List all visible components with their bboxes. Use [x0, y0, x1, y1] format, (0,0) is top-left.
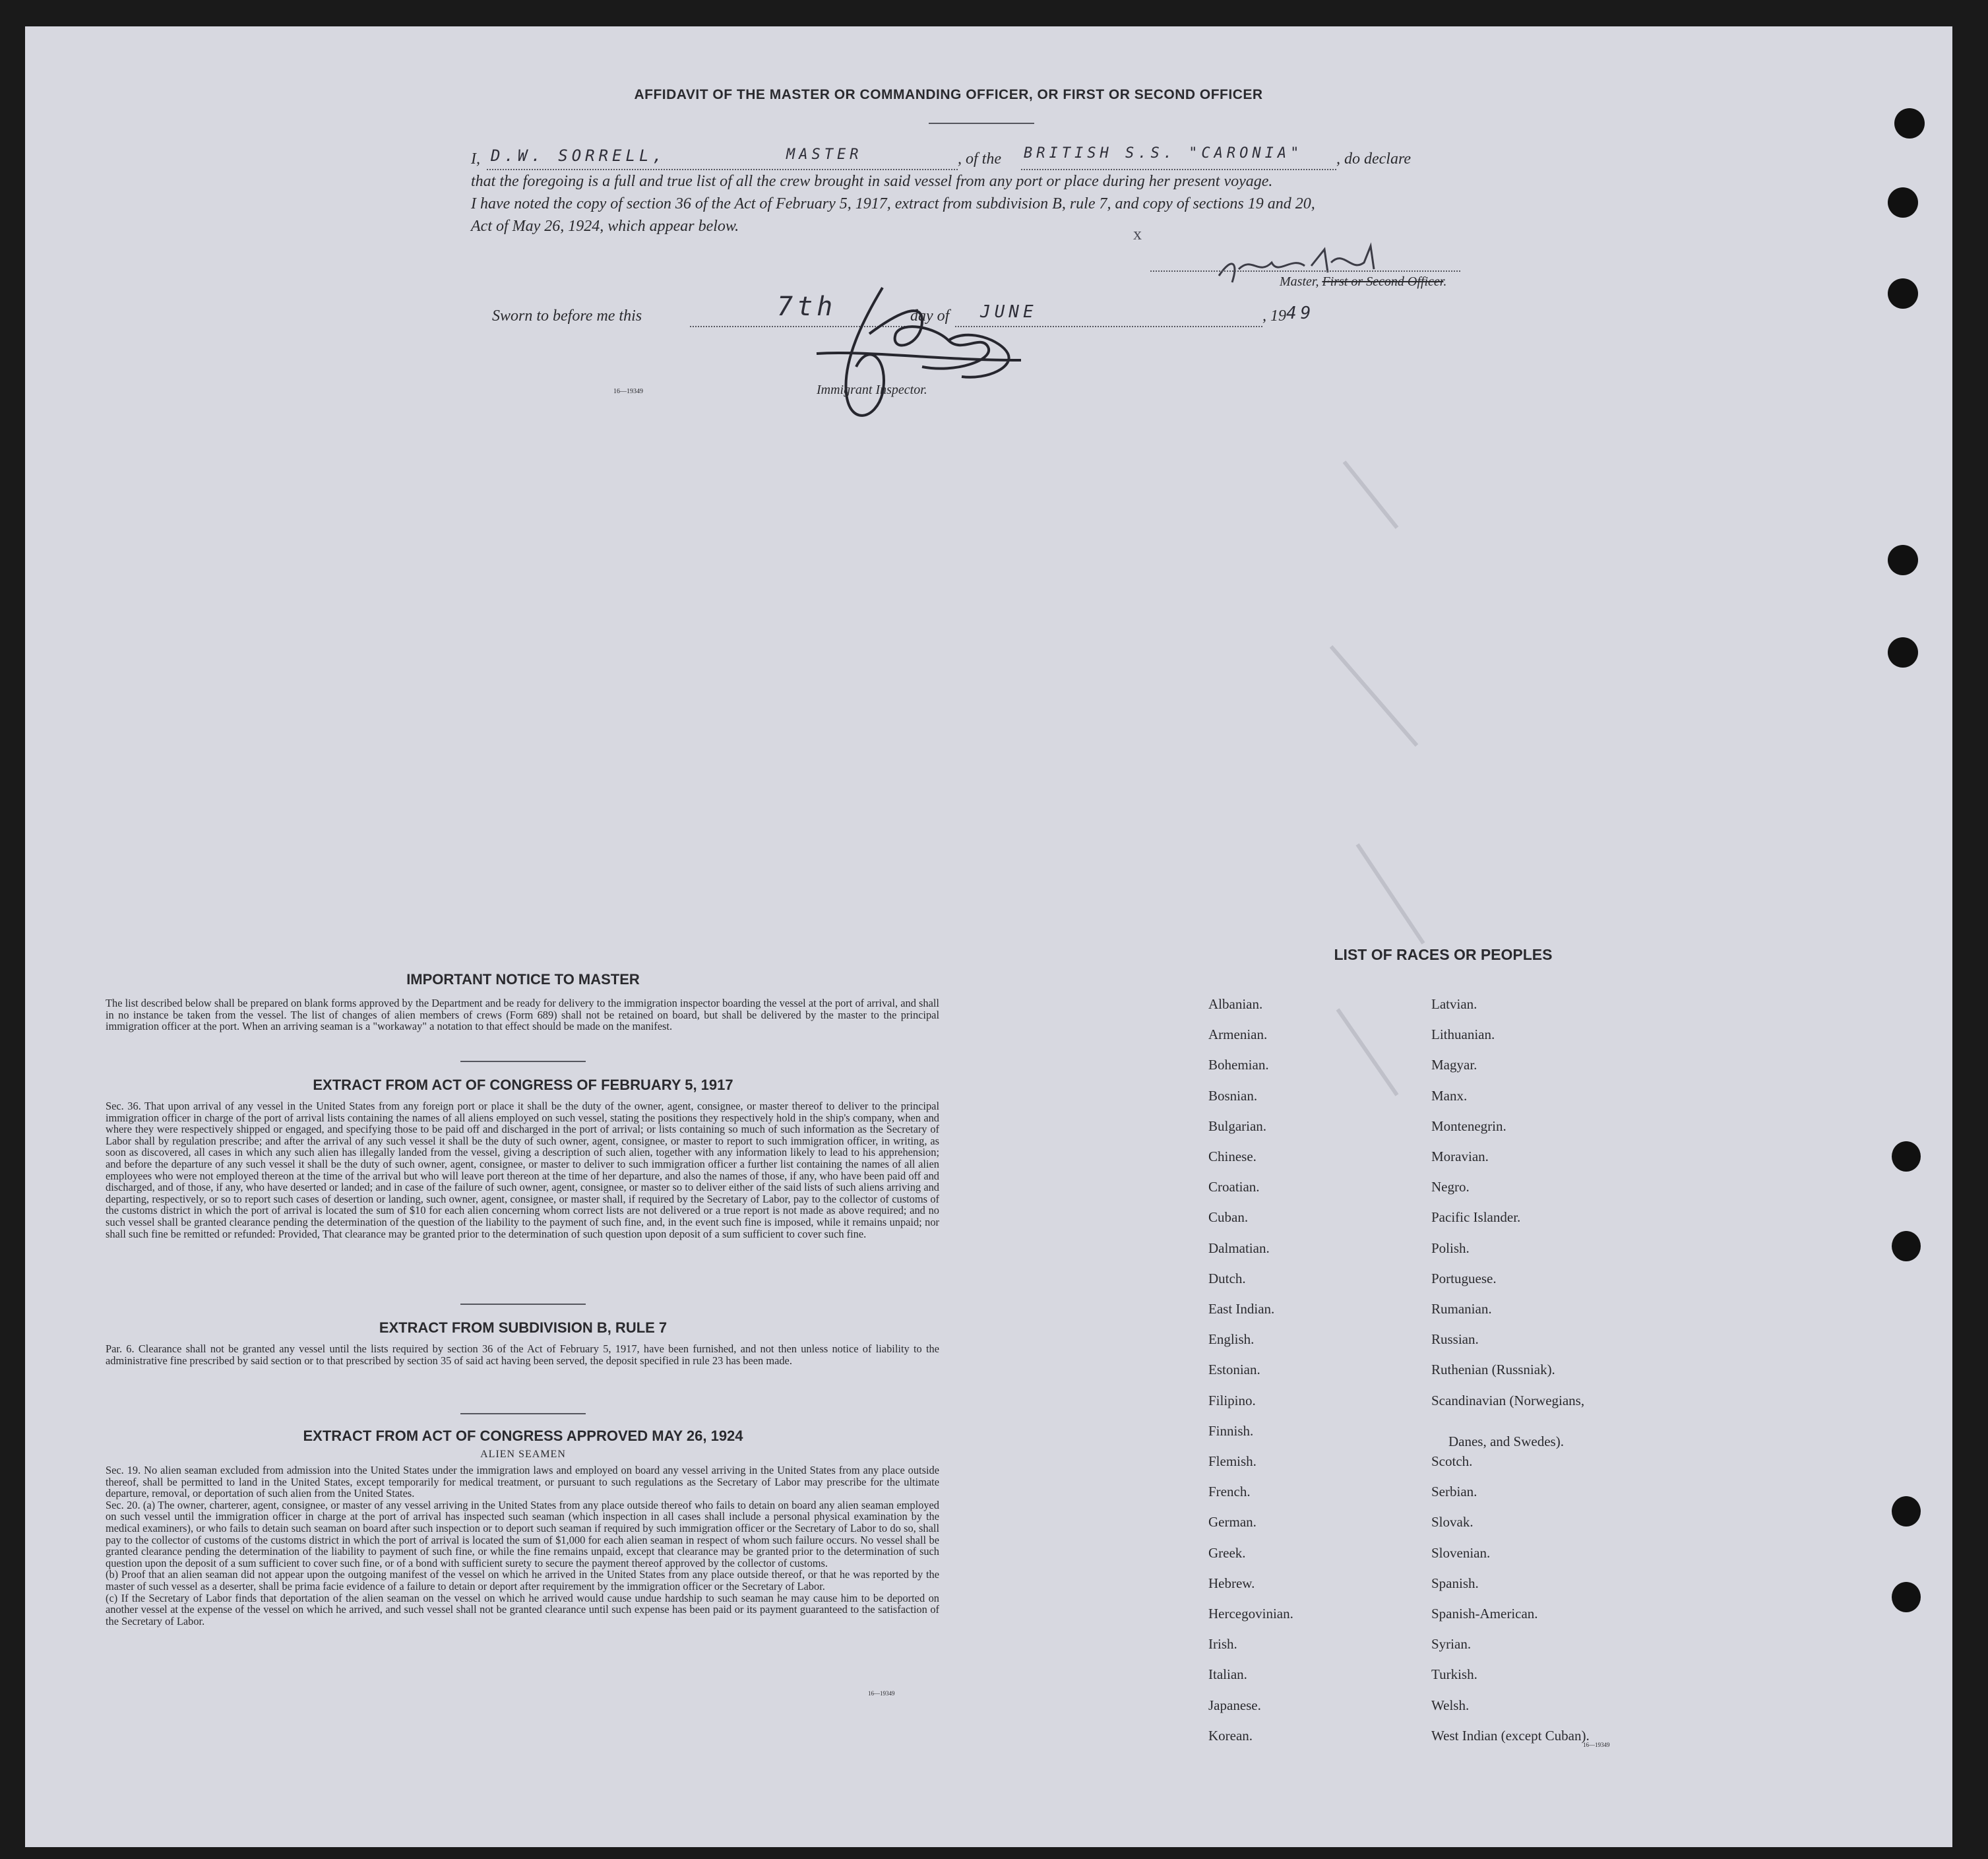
- sec20c-text: (c) If the Secretary of Labor finds that deportation of the alien seaman on the vessel on which he arrived would cause undue hardship to such seaman he may cause him to be deported on another vessel at the expense of the vessel on which he arrived, and such vessel shall not be granted clearance until such expense has been paid or its payment guaranteed to the satisfaction of the Secretary of Labor.: [106, 1591, 939, 1627]
- race-item: Estonian.: [1208, 1362, 1260, 1378]
- do-declare-text: , do declare: [1336, 150, 1412, 168]
- sec20b-text: (b) Proof that an alien seaman did not appear upon the outgoing manifest of the vessel on which he arrived in the United States from any place outside thereof, or that he was reported by the master of such vessel as a deserter, shall be prima facie evidence of a failure to detain or deport after requirement by the immigration officer or the Secretary of Labor.: [106, 1568, 939, 1592]
- form-number-bottom-left: 16—19349: [868, 1690, 895, 1697]
- race-item: Portuguese.: [1431, 1270, 1497, 1286]
- extract-1917-text: Sec. 36. That upon arrival of any vessel in the United States from any foreign port or place it shall be the duty of the owner, agent, consignee, or master thereof to deliver to the principal immigration officer in charge of the port of arrival lists containing the names of all aliens employed on such vessel, stating the positions they respectively hold in the ship's company, when and where they were respectively shipped or engaged, and specifying those to be paid off and discharged in the port of arrival; or lists containing so much of such information as the Secretary of Labor shall by regulation prescribe; and after the arrival of any such vessel it shall be the duty of such owner, agent, consignee, or master to report to such immigration officer, in writing, as soon as discovered, all cases in which any such alien has illegally landed from the vessel, giving a description of such alien, together with any information likely to lead to his apprehension; and before the departure of any such vessel it shall be the duty of such owner, agent, consignee, or master to deliver to such immigration officer a further list containing the names of all alien employees who were not employed thereon at the time of the arrival but who will leave port thereon at the time of her departure, and also the names of those, if any, who have been paid off and discharged, and of those, if any, who have deserted or landed; and in case of the failure of such owner, agent, consignee, or master so to deliver either of the said lists of such aliens arriving and departing, respectively, or so to report such cases of desertion or landing, such owner, agent, consignee, or master shall, if required by the Secretary of Labor, pay to the collector of customs of the customs district in which the port of arrival is located the sum of $10 for each alien concerning whom correct lists are not delivered or a true report is not made as above required; and no such vessel shall be granted clearance pending the determination of the question of the liability to the payment of such fine, and, in the event such fine is imposed, while it remains unpaid; nor shall such fine be remitted or refunded: Provided, That clearance may be granted prior to the determination of such question upon deposit of a sum sufficient to cover such fine.: [106, 1100, 939, 1240]
- race-item: German.: [1208, 1514, 1257, 1530]
- sworn-text: Sworn to before me this: [492, 307, 642, 325]
- race-item: Armenian.: [1208, 1026, 1268, 1043]
- binder-hole: [1892, 1496, 1921, 1527]
- races-title: LIST OF RACES OR PEOPLES: [1334, 946, 1553, 963]
- affidavit-line-4: Act of May 26, 1924, which appear below.: [471, 218, 739, 235]
- race-item-scandinavian-cont: Danes, and Swedes).: [1448, 1434, 1564, 1449]
- rule7-text: Par. 6. Clearance shall not be granted any vessel until the lists required by section 36 of the Act of February 5, 1917, have been furnished, and not then unless notice of liability to the administrative fine prescribed by said section or to that prescribed by section 35 of said act having been served, the deposit specified in rule 23 has been made.: [106, 1342, 939, 1367]
- race-item: Albanian.: [1208, 996, 1263, 1012]
- race-item: Lithuanian.: [1431, 1026, 1495, 1043]
- master-label-struck: First or Second Officer: [1322, 274, 1444, 289]
- affidavit-title: AFFIDAVIT OF THE MASTER OR COMMANDING OFFICER, OR FIRST OR SECOND OFFICER: [634, 87, 1263, 102]
- ship-handwritten: BRITISH S.S. "CARONIA": [1024, 145, 1303, 162]
- year-handwritten: 49: [1286, 303, 1315, 323]
- binder-hole: [1892, 1582, 1921, 1612]
- race-item: Filipino.: [1208, 1392, 1256, 1408]
- race-item: Scandinavian (Norwegians,: [1431, 1392, 1585, 1408]
- binder-hole: [1892, 1231, 1921, 1261]
- title-divider: [929, 123, 1034, 124]
- document-sheet: [25, 26, 1952, 1847]
- race-item: Italian.: [1208, 1666, 1247, 1683]
- affidavit-line-3: I have noted the copy of section 36 of the Act of February 5, 1917, extract from subdivision B, rule 7, and copy of sections 19 and 20,: [471, 195, 1315, 212]
- binder-hole: [1894, 108, 1925, 139]
- race-item: Manx.: [1431, 1087, 1468, 1104]
- extract-1924-title: EXTRACT FROM ACT OF CONGRESS APPROVED MAY 26, 1924: [303, 1428, 743, 1444]
- intro-i: I,: [471, 150, 480, 168]
- rule7-divider: [460, 1413, 586, 1414]
- master-label: [1280, 274, 1446, 290]
- inspector-label: Immigrant Inspector.: [817, 383, 927, 397]
- race-item: Korean.: [1208, 1727, 1253, 1744]
- form-number-bottom-right: 16—19349: [1583, 1742, 1610, 1748]
- race-item: Chinese.: [1208, 1149, 1257, 1164]
- race-item: Spanish.: [1431, 1575, 1479, 1591]
- race-item: Flemish.: [1208, 1453, 1257, 1469]
- binder-hole: [1888, 545, 1918, 575]
- race-item: Irish.: [1208, 1636, 1237, 1653]
- race-item: Rumanian.: [1431, 1301, 1492, 1317]
- race-item: Croatian.: [1208, 1179, 1260, 1195]
- notice-text: The list described below shall be prepared on blank forms approved by the Department and be ready for delivery to the immigration inspector boarding the vessel at the port of arrival, and shall in no instance be taken from the vessel. The list of changes of alien members of crews (Form 689) shall not be retained on board, but shall be delivered by the master to the principal immigration officer at the port. When an arriving seaman is a "workaway" a notation to that effect should be made on the manifest.: [106, 997, 939, 1033]
- race-item: Slovenian.: [1431, 1544, 1491, 1561]
- race-item: Japanese.: [1208, 1697, 1261, 1713]
- year-prefix: , 19: [1262, 307, 1286, 325]
- race-item: Polish.: [1431, 1240, 1470, 1256]
- binder-hole: [1888, 278, 1918, 309]
- race-item: Pacific Islander.: [1431, 1209, 1521, 1226]
- race-item: French.: [1208, 1484, 1251, 1500]
- sec20a-text: Sec. 20. (a) The owner, charterer, agent, consignee, or master of any vessel arriving in the United States from any place outside thereof who fails to detain on board any alien seaman employed on such vessel until the immigration officer in charge at the port of arrival has inspected such seaman (which inspection in all cases shall include a personal physical examination by the medical examiners), or who fails to detain such seaman on board after such inspection or to deport such seaman if required by such immigration officer or the Secretary of Labor to do so, shall pay to the collector of customs of the customs district in which the port of arrival is located the sum of $1,000 for each alien seaman in respect of whom such failure occurs. No vessel shall be granted clearance pending the determination of the liability to payment of such fine, or while the fine remains unpaid, except that clearance may be granted prior to the determination of such question upon the deposit of a sum sufficient to cover such fine, or of a bond with sufficient surety to secure the payment thereof approved by the collector of customs.: [106, 1498, 939, 1569]
- binder-hole: [1888, 187, 1918, 218]
- race-item: Moravian.: [1431, 1149, 1489, 1164]
- binder-hole: [1892, 1141, 1921, 1172]
- dotted-fill: [487, 169, 958, 170]
- of-the-text: , of the: [958, 150, 1001, 168]
- race-item: Cuban.: [1208, 1209, 1249, 1226]
- race-item: Dalmatian.: [1208, 1240, 1270, 1256]
- race-item: Finnish.: [1208, 1422, 1254, 1439]
- rule7-title: EXTRACT FROM SUBDIVISION B, RULE 7: [379, 1319, 668, 1336]
- race-item: Bulgarian.: [1208, 1118, 1267, 1134]
- master-label-end: .: [1443, 274, 1447, 289]
- extract-1924-body: [106, 1465, 939, 1627]
- race-item: Russian.: [1431, 1331, 1479, 1348]
- race-item: Latvian.: [1431, 996, 1477, 1012]
- master-name-handwritten: D.W. SORRELL,: [491, 146, 666, 165]
- rank-handwritten: MASTER: [786, 146, 863, 163]
- race-item: English.: [1208, 1331, 1255, 1348]
- race-item: Spanish-American.: [1431, 1606, 1538, 1622]
- dotted-fill: [1021, 169, 1336, 170]
- notice-divider: [460, 1061, 586, 1062]
- binder-hole: [1888, 637, 1918, 668]
- race-item: Bohemian.: [1208, 1057, 1269, 1073]
- race-item: Turkish.: [1431, 1666, 1477, 1683]
- race-item: Syrian.: [1431, 1636, 1472, 1653]
- race-item: Greek.: [1208, 1544, 1246, 1561]
- inspector-signature: [790, 261, 1054, 439]
- affidavit-line-2: that the foregoing is a full and true list of all the crew brought in said vessel from any port or place during her present voyage.: [471, 173, 1273, 190]
- race-item: West Indian (except Cuban).: [1431, 1727, 1590, 1744]
- race-item: East Indian.: [1208, 1301, 1275, 1317]
- race-item: Ruthenian (Russniak).: [1431, 1362, 1555, 1378]
- race-item: Slovak.: [1431, 1514, 1474, 1530]
- race-item: Serbian.: [1431, 1484, 1477, 1500]
- race-item: Magyar.: [1431, 1057, 1477, 1073]
- notice-title: IMPORTANT NOTICE TO MASTER: [406, 971, 640, 988]
- master-label-text: Master,: [1280, 274, 1322, 289]
- day-handwritten: 7th: [777, 292, 837, 322]
- affidavit-line-1: [471, 145, 1553, 173]
- faint-stamp-strokes: [1318, 449, 1450, 1108]
- day-of-text: day of: [910, 307, 950, 325]
- race-item: Negro.: [1431, 1179, 1470, 1195]
- signature-line: [1150, 270, 1460, 272]
- race-item: Hercegovinian.: [1208, 1606, 1293, 1622]
- race-item: Bosnian.: [1208, 1087, 1258, 1104]
- month-handwritten: JUNE: [980, 302, 1038, 322]
- form-number-top: 16—19349: [613, 388, 643, 395]
- race-item: Montenegrin.: [1431, 1118, 1507, 1134]
- race-item: Scotch.: [1431, 1453, 1473, 1469]
- extract-1917-divider: [460, 1304, 586, 1305]
- extract-1917-title: EXTRACT FROM ACT OF CONGRESS OF FEBRUARY 5, 1917: [313, 1077, 733, 1093]
- alien-seamen-subtitle: ALIEN SEAMEN: [480, 1449, 566, 1460]
- race-item: Welsh.: [1431, 1697, 1470, 1713]
- sec19-text: Sec. 19. No alien seaman excluded from admission into the United States under the immigration laws and employed on board any vessel arriving in the United States from any place outside thereof, shall be permitted to land in the United States, except temporarily for medical treatment, or pursuant to such regulations as the Secretary of Labor may prescribe for the ultimate departure, removal, or deportation of such alien from the United States.: [106, 1464, 939, 1500]
- race-item: Dutch.: [1208, 1270, 1246, 1286]
- mark-x: x: [1133, 224, 1142, 243]
- race-item: Hebrew.: [1208, 1575, 1255, 1591]
